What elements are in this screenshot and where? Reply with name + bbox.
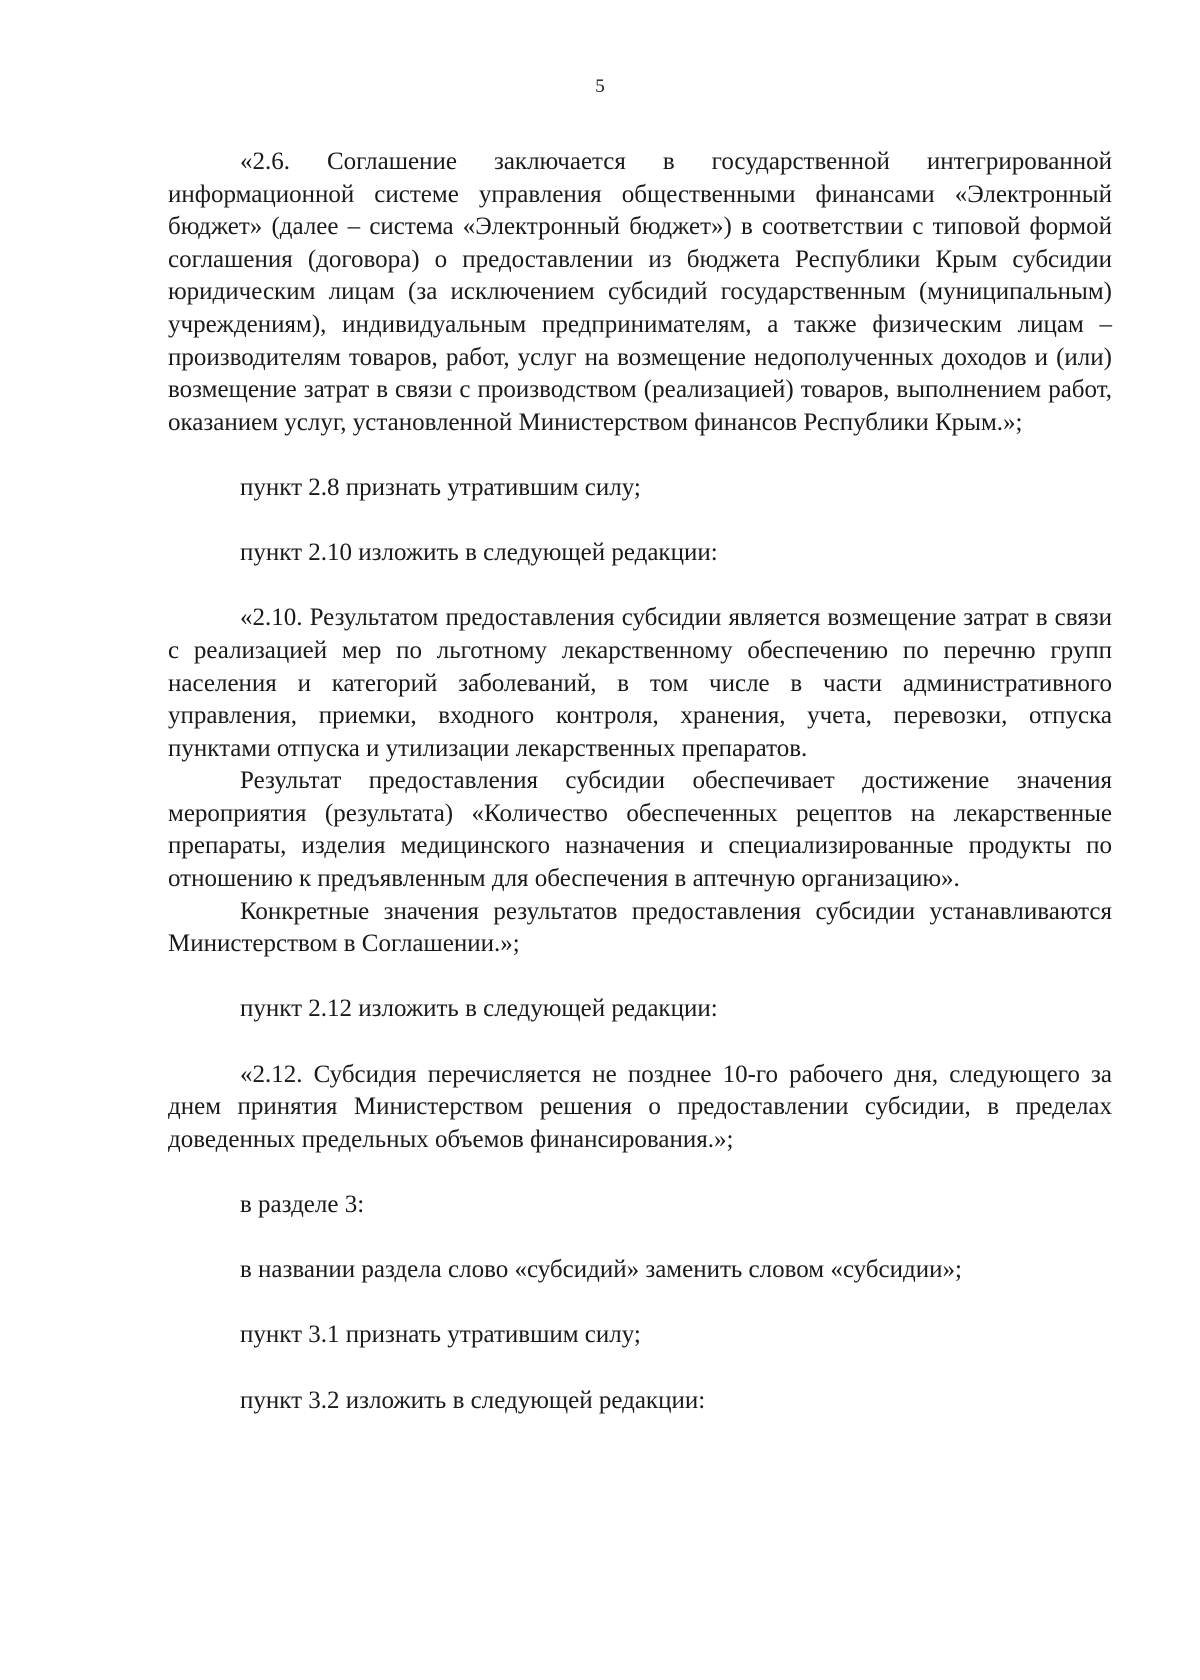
paragraph-spacer: [168, 961, 1112, 994]
paragraph-section-3: в разделе 3:: [240, 1191, 365, 1218]
paragraph-item-3-1-repeal: пункт 3.1 признать утратившим силу;: [240, 1321, 641, 1349]
document-body: [168, 146, 1112, 1417]
paragraph-2-10: «2.10. Результатом предоставления субсидии является возмещение затрат в связи с реализацией мер по льготному лекарственному обеспечению по перечню групп населения и категорий заболеваний, в том числе в части административного управления, приемки, входного контроля, хранения, учета, перевозки, отпуска пунктами отпуска и утилизации лекарственных препаратов.: [168, 604, 1112, 762]
paragraph-item-2-12-intro: пункт 2.12 изложить в следующей редакции:: [240, 995, 718, 1023]
paragraph-spacer: [168, 1352, 1112, 1385]
paragraph-spacer: [168, 1156, 1112, 1189]
paragraph-spacer: [168, 1287, 1112, 1320]
paragraph-spacer: [168, 439, 1112, 472]
paragraph-item-2-8-repeal: пункт 2.8 признать утратившим силу;: [240, 473, 641, 501]
paragraph-2-6: «2.6. Соглашение заключается в государственной интегрированной информационной системе управления общественными финансами «Электронный бюджет» (далее – система «Электронный бюджет») в соответствии с типовой формой соглашения (договора) о предоставлении из бюджета Республики Крым субсидии юридическим лицам (за исключением субсидий государственным (муниципальным) учреждениям), индивидуальным предпринимателям, а также физическим лицам – производителям товаров, работ, услуг на возмещение недополученных доходов и (или) возмещение затрат в связи с производством (реализацией) товаров, выполнением работ, оказанием услуг, установленной Министерством финансов Республики Крым.»;: [168, 148, 1112, 436]
paragraph-2-10-result: Результат предоставления субсидии обеспечивает достижение значения мероприятия (результата) «Количество обеспеченных рецептов на лекарственные препараты, изделия медицинского назначения и специализированные продукты по отношению к предъявленным для обеспечения в аптечную организацию».: [168, 767, 1112, 893]
paragraph-2-10-values: Конкретные значения результатов предоставления субсидии устанавливаются Министерством в Соглашении.»;: [168, 897, 1112, 958]
paragraph-item-3-2-intro: пункт 3.2 изложить в следующей редакции:: [240, 1386, 706, 1414]
paragraph-section-3-title: в названии раздела слово «субсидий» заменить словом «субсидии»;: [240, 1256, 962, 1284]
paragraph-spacer: [168, 1026, 1112, 1059]
paragraph-spacer: [168, 505, 1112, 538]
page-number: 5: [595, 76, 605, 97]
paragraph-spacer: [168, 1222, 1112, 1255]
paragraph-2-12: «2.12. Субсидия перечисляется не позднее 10-го рабочего дня, следующего за днем принятия Министерством решения о предоставлении субсидии, в пределах доведенных предельных объемов финансирования.»;: [168, 1060, 1112, 1153]
paragraph-spacer: [168, 570, 1112, 603]
paragraph-item-2-10-intro: пункт 2.10 изложить в следующей редакции:: [240, 539, 718, 567]
